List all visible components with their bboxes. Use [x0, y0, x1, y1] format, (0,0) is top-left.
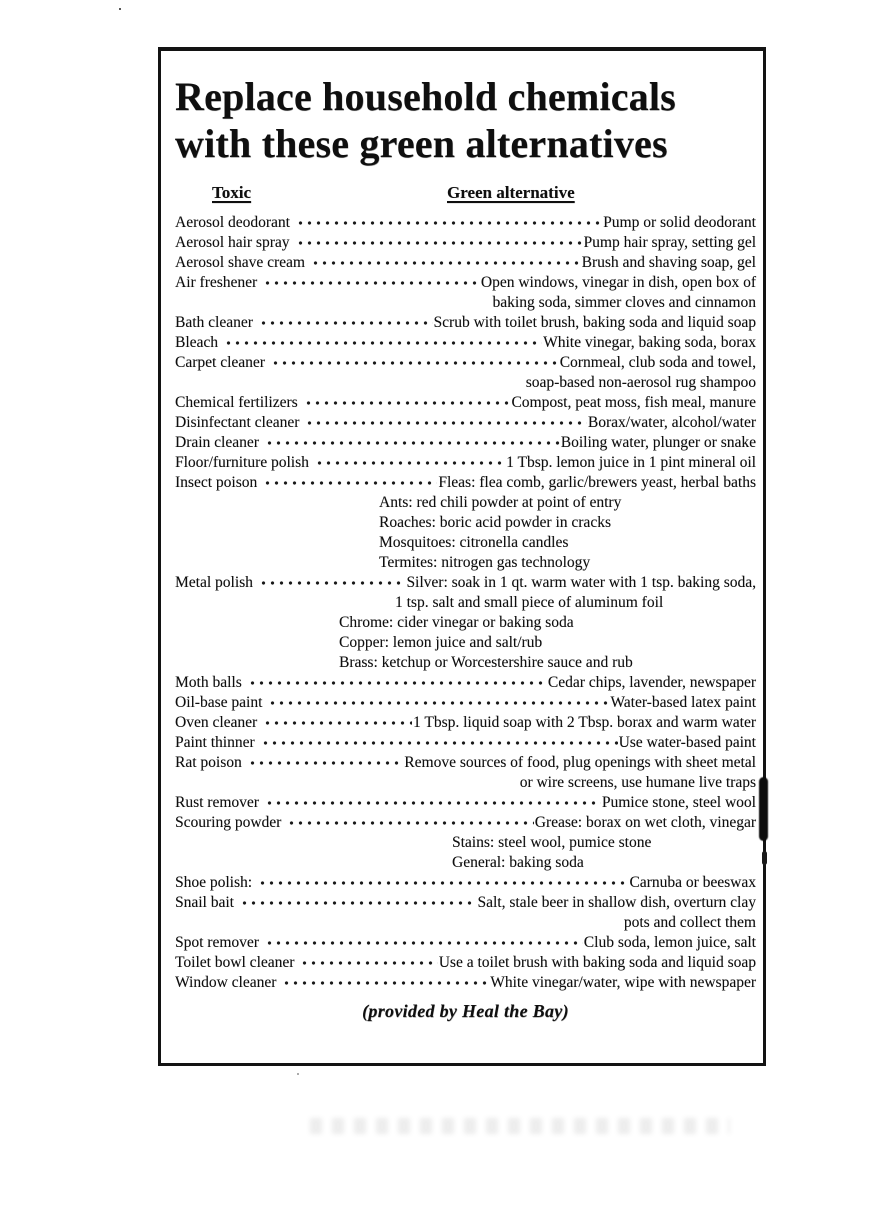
- continuation-line: Mosquitoes: citronella candles: [379, 534, 569, 551]
- list-row: [175, 213, 756, 233]
- dot-leader: [222, 334, 542, 347]
- green-value: Cedar chips, lavender, newspaper: [547, 674, 756, 691]
- toxic-label: Chemical fertilizers: [175, 394, 298, 411]
- list-row: [175, 393, 756, 413]
- list-row: [175, 813, 756, 833]
- toxic-label: Paint thinner: [175, 734, 255, 751]
- column-header-toxic: Toxic: [212, 183, 252, 202]
- list-row: [175, 713, 756, 733]
- page-title-line1: Replace household chemicals: [175, 74, 676, 119]
- green-value: 1 Tbsp. lemon juice in 1 pint mineral oil: [506, 454, 756, 471]
- list-row: [175, 693, 756, 713]
- list-row: [175, 473, 756, 493]
- green-value: Remove sources of food, plug openings with sheet metal: [404, 754, 756, 771]
- continuation-line: Termites: nitrogen gas technology: [379, 554, 591, 571]
- toxic-label: Bath cleaner: [175, 314, 253, 331]
- green-value: Scrub with toilet brush, baking soda and liquid soap: [433, 314, 756, 331]
- dot-leader: [269, 354, 559, 367]
- dot-leader: [238, 894, 477, 907]
- green-value: Pump or solid deodorant: [603, 214, 756, 231]
- list-row: [175, 313, 756, 333]
- toxic-label: Drain cleaner: [175, 434, 259, 451]
- toxic-label: Oven cleaner: [175, 714, 258, 731]
- toxic-label: Snail bait: [175, 894, 234, 911]
- toxic-label: Carpet cleaner: [175, 354, 265, 371]
- green-value: Silver: soak in 1 qt. warm water with 1 tsp. baking soda,: [406, 574, 756, 591]
- chemical-list: [175, 213, 756, 993]
- dot-leader: [294, 234, 583, 247]
- dot-leader: [285, 814, 533, 827]
- toxic-label: Aerosol hair spray: [175, 234, 290, 251]
- list-row: [175, 353, 756, 373]
- continuation-line: Ants: red chili powder at point of entry: [379, 494, 622, 511]
- ink-smudge: [762, 851, 767, 865]
- dot-leader: [257, 574, 406, 587]
- green-value: White vinegar, baking soda, borax: [543, 334, 756, 351]
- list-row: [175, 873, 756, 893]
- ink-smudge: [759, 777, 768, 841]
- scan-speck: [297, 1073, 299, 1075]
- green-value: Use water-based paint: [618, 734, 756, 751]
- green-value: Brush and shaving soap, gel: [581, 254, 756, 271]
- green-value: Fleas: flea comb, garlic/brewers yeast, herbal baths: [438, 474, 756, 491]
- dot-leader: [256, 874, 628, 887]
- dot-leader: [302, 394, 511, 407]
- list-row: [175, 793, 756, 813]
- continuation-line: Stains: steel wool, pumice stone: [452, 834, 652, 851]
- continuation-line: Copper: lemon juice and salt/rub: [339, 634, 543, 651]
- green-value: 1 Tbsp. liquid soap with 2 Tbsp. borax and warm water: [413, 714, 756, 731]
- toxic-label: Bleach: [175, 334, 219, 351]
- toxic-label: Oil-base paint: [175, 694, 263, 711]
- list-row: [175, 673, 756, 693]
- list-row: [175, 433, 756, 453]
- toxic-label: Air freshener: [175, 274, 258, 291]
- attribution: (provided by Heal the Bay): [362, 1001, 569, 1021]
- dot-leader: [263, 434, 560, 447]
- green-value: Salt, stale beer in shallow dish, overturn clay: [477, 894, 756, 911]
- list-row: [175, 233, 756, 253]
- list-row: [175, 753, 756, 773]
- green-value: Compost, peat moss, fish meal, manure: [511, 394, 756, 411]
- list-row: [175, 933, 756, 953]
- dot-leader: [263, 794, 601, 807]
- toxic-label: Insect poison: [175, 474, 258, 491]
- green-value: Grease: borax on wet cloth, vinegar: [534, 814, 756, 831]
- dot-leader: [303, 414, 587, 427]
- toxic-label: Rust remover: [175, 794, 259, 811]
- toxic-label: Rat poison: [175, 754, 242, 771]
- document-frame: [158, 47, 766, 1066]
- list-row: [175, 573, 756, 593]
- green-value: Pumice stone, steel wool: [601, 794, 756, 811]
- green-value: White vinegar/water, wipe with newspaper: [490, 974, 756, 991]
- green-value: Pump hair spray, setting gel: [583, 234, 756, 251]
- dot-leader: [261, 274, 480, 287]
- dot-leader: [309, 254, 581, 267]
- toxic-label: Scouring powder: [175, 814, 282, 831]
- list-row: [175, 973, 756, 993]
- green-value: Use a toilet brush with baking soda and liquid soap: [438, 954, 756, 971]
- continuation-line: baking soda, simmer cloves and cinnamon: [492, 294, 756, 311]
- toxic-label: Disinfectant cleaner: [175, 414, 300, 431]
- dot-leader: [261, 714, 412, 727]
- green-value: Open windows, vinegar in dish, open box of: [480, 274, 756, 291]
- continuation-line: Brass: ketchup or Worcestershire sauce and rub: [339, 654, 633, 671]
- toxic-label: Shoe polish:: [175, 874, 253, 891]
- dot-leader: [246, 754, 404, 767]
- continuation-line: pots and collect them: [623, 914, 756, 931]
- toxic-label: Toilet bowl cleaner: [175, 954, 295, 971]
- dot-leader: [266, 694, 609, 707]
- scan-speck: [119, 8, 121, 10]
- dot-leader: [257, 314, 433, 327]
- toxic-label: Moth balls: [175, 674, 242, 691]
- toxic-label: Aerosol deodorant: [175, 214, 290, 231]
- green-value: Club soda, lemon juice, salt: [583, 934, 756, 951]
- green-value: Carnuba or beeswax: [629, 874, 756, 891]
- continuation-line: or wire screens, use humane live traps: [519, 774, 756, 791]
- continuation-line: Roaches: boric acid powder in cracks: [379, 514, 611, 531]
- dot-leader: [261, 474, 437, 487]
- dot-leader: [298, 954, 437, 967]
- toxic-label: Spot remover: [175, 934, 259, 951]
- continuation-line: soap-based non-aerosol rug shampoo: [525, 374, 756, 391]
- green-value: Water-based latex paint: [610, 694, 756, 711]
- list-row: [175, 893, 756, 913]
- list-row: [175, 253, 756, 273]
- list-row: [175, 953, 756, 973]
- scan-artifact: [310, 1118, 730, 1134]
- green-value: Borax/water, alcohol/water: [587, 414, 756, 431]
- continuation-line: General: baking soda: [452, 854, 584, 871]
- green-value: Cornmeal, club soda and towel,: [559, 354, 756, 371]
- dot-leader: [313, 454, 505, 467]
- list-row: [175, 453, 756, 473]
- toxic-label: Window cleaner: [175, 974, 277, 991]
- dot-leader: [263, 934, 583, 947]
- list-row: [175, 333, 756, 353]
- document-body: [161, 73, 763, 1022]
- toxic-label: Metal polish: [175, 574, 253, 591]
- dot-leader: [246, 674, 547, 687]
- continuation-line: Chrome: cider vinegar or baking soda: [339, 614, 574, 631]
- column-headers: [175, 183, 756, 207]
- green-value: Boiling water, plunger or snake: [560, 434, 756, 451]
- continuation-line: 1 tsp. salt and small piece of aluminum foil: [395, 594, 664, 611]
- dot-leader: [280, 974, 489, 987]
- list-row: [175, 733, 756, 753]
- page-title: [175, 73, 756, 167]
- list-row: [175, 273, 756, 293]
- toxic-label: Floor/furniture polish: [175, 454, 309, 471]
- column-header-green: Green alternative: [447, 183, 575, 202]
- page-title-line2: with these green alternatives: [175, 121, 668, 166]
- dot-leader: [294, 214, 602, 227]
- toxic-label: Aerosol shave cream: [175, 254, 305, 271]
- dot-leader: [259, 734, 618, 747]
- list-row: [175, 413, 756, 433]
